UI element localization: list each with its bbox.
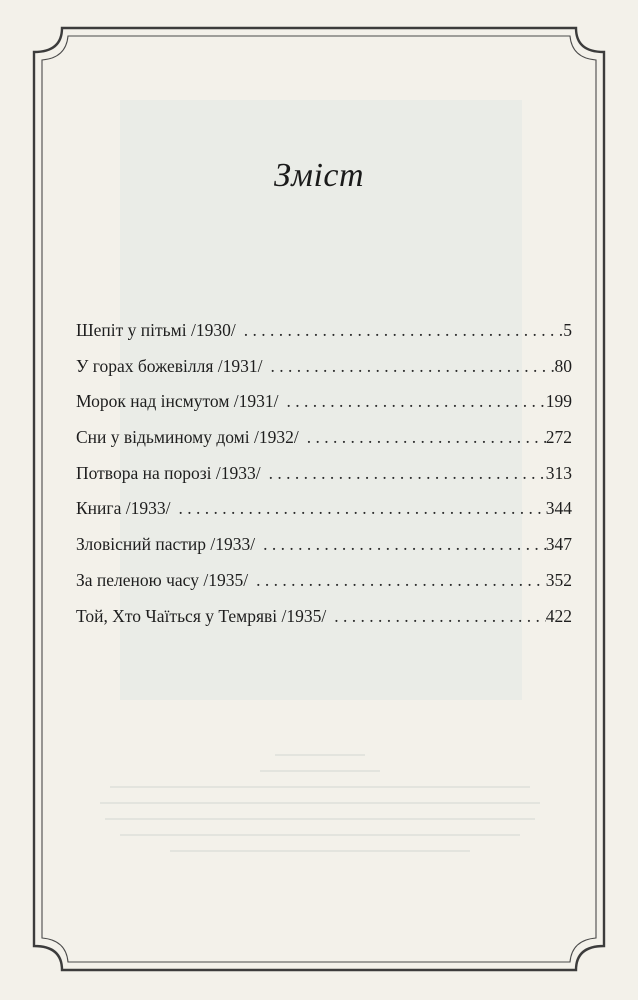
toc-entry-title: Книга /1933/ — [76, 498, 171, 519]
toc-entry[interactable] — [76, 534, 572, 570]
toc-entry-page-number: 422 — [545, 605, 572, 626]
page-title: Зміст — [273, 157, 365, 194]
toc-entry[interactable] — [76, 570, 572, 606]
toc-entry-page-number: 313 — [545, 462, 572, 483]
toc-entry-page-number: 199 — [545, 391, 572, 412]
toc-entry[interactable] — [76, 498, 572, 534]
toc-entry-title: Морок над інсмутом /1931/ — [76, 391, 279, 412]
toc-entry-page-number: 344 — [545, 498, 572, 519]
toc-leader-dots — [326, 606, 545, 627]
toc-entry[interactable] — [76, 606, 572, 642]
toc-leader-dots — [299, 427, 546, 448]
toc-entry-title: Зловісний пастир /1933/ — [76, 534, 256, 555]
toc-entry-title: За пеленою часу /1935/ — [76, 569, 249, 590]
toc-entry[interactable] — [76, 463, 572, 499]
toc-entry-page-number: 272 — [545, 427, 572, 448]
toc-entry[interactable] — [76, 427, 572, 463]
toc-leader-dots — [236, 320, 564, 341]
toc-entry-title: Шепіт у пітьмі /1930/ — [76, 320, 236, 340]
toc-entry[interactable] — [76, 356, 572, 392]
toc-entry[interactable] — [76, 391, 572, 427]
toc-leader-dots — [248, 570, 546, 591]
toc-entry-title: У горах божевілля /1931/ — [76, 355, 263, 376]
toc-leader-dots — [262, 356, 554, 377]
toc-entry-page-number: 80 — [554, 355, 572, 376]
toc-leader-dots — [279, 391, 546, 412]
toc-entry[interactable] — [76, 320, 572, 356]
toc-leader-dots — [261, 463, 546, 484]
toc-entry-page-number: 5 — [563, 320, 572, 340]
toc-entry-title: Потвора на порозі /1933/ — [76, 462, 261, 483]
toc-leader-dots — [170, 498, 545, 519]
toc-entry-page-number: 352 — [545, 569, 572, 590]
toc-entry-title: Сни у відьминому домі /1932/ — [76, 427, 299, 448]
table-of-contents — [76, 320, 572, 641]
toc-entry-page-number: 347 — [545, 534, 572, 555]
toc-entry-title: Той, Хто Чаїться у Темряві /1935/ — [76, 605, 327, 626]
toc-leader-dots — [255, 534, 546, 555]
bleed-through-lines — [90, 740, 550, 920]
